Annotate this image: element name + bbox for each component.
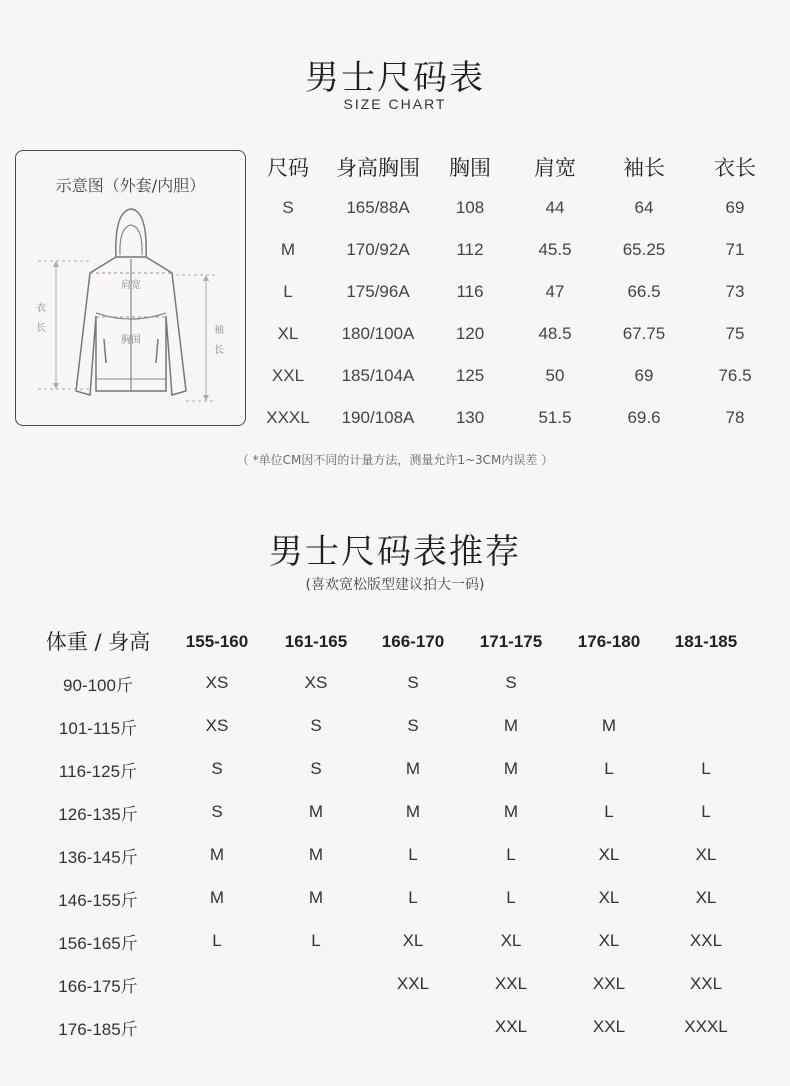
shoulder-label: 肩宽 (121, 280, 141, 291)
size-cell-chest: 108 (455, 198, 485, 217)
weight-label: 146-155斤 (58, 891, 138, 910)
height-header: 181-185 (674, 632, 738, 651)
size-cell-sleeve: 64 (634, 198, 654, 217)
length-label-1: 衣 (36, 303, 46, 314)
length-label-2: 长 (36, 323, 46, 334)
recommended-size: L (506, 845, 516, 864)
recommended-size: M (308, 802, 324, 821)
size-cell-shoulder: 48.5 (538, 324, 572, 343)
size-cell-size: XL (277, 324, 299, 343)
size-cell-height-chest: 180/100A (341, 324, 415, 343)
recommended-size: XS (205, 716, 229, 735)
recommended-size: XXL (592, 1017, 626, 1036)
recommended-size: XS (304, 673, 328, 692)
size-cell-length: 75 (725, 324, 745, 343)
header-sleeve: 袖长 (623, 156, 665, 180)
weight-label: 166-175斤 (58, 977, 138, 996)
height-header: 155-160 (185, 632, 249, 651)
recommended-size: XL (695, 888, 717, 907)
recommended-size: XXL (494, 974, 528, 993)
size-cell-chest: 125 (455, 366, 485, 385)
recommended-size: XXL (689, 931, 723, 950)
size-cell-shoulder: 50 (545, 366, 565, 385)
diagram-caption: 示意图（外套/内胆） (55, 176, 206, 195)
recommended-size: XL (402, 931, 424, 950)
recommended-size: L (311, 931, 321, 950)
weight-label: 101-115斤 (58, 719, 138, 738)
weight-label: 156-165斤 (58, 934, 138, 953)
size-chart-subtitle: SIZE CHART (343, 96, 447, 112)
corner-header: 体重 / 身高 (45, 630, 151, 654)
recommended-size: L (701, 759, 711, 778)
size-cell-chest: 130 (455, 408, 485, 427)
sleeve-label-1: 袖 (214, 325, 224, 336)
recommended-size: S (407, 673, 419, 692)
recommended-size: L (604, 802, 614, 821)
size-cell-shoulder: 51.5 (538, 408, 572, 427)
recommended-size: S (310, 759, 322, 778)
header-height-chest: 身高胸围 (336, 156, 420, 180)
size-cell-length: 73 (725, 282, 745, 301)
size-cell-height-chest: 190/108A (341, 408, 415, 427)
size-cell-sleeve: 67.75 (622, 324, 666, 343)
recommended-size: M (209, 888, 225, 907)
recommended-size: M (405, 802, 421, 821)
recommended-size: XXXL (684, 1017, 728, 1036)
size-cell-size: S (282, 198, 294, 217)
chest-label: 胸围 (121, 335, 141, 346)
height-header: 171-175 (479, 632, 543, 651)
size-cell-size: L (283, 282, 293, 301)
weight-label: 176-185斤 (58, 1020, 138, 1039)
size-cell-length: 78 (725, 408, 745, 427)
size-cell-chest: 116 (456, 282, 484, 301)
size-cell-height-chest: 170/92A (346, 240, 410, 259)
recommended-size: XS (205, 673, 229, 692)
recommended-size: XXL (396, 974, 430, 993)
size-cell-shoulder: 44 (545, 198, 565, 217)
height-header: 176-180 (577, 632, 641, 651)
recommended-size: M (503, 759, 519, 778)
size-cell-sleeve: 69 (634, 366, 654, 385)
measurement-note: （ *单位CM因不同的计量方法，测量允许1~3CM内误差 ） (236, 453, 554, 467)
recommended-size: XL (598, 931, 620, 950)
recommended-size: L (604, 759, 614, 778)
recommended-size: XXL (689, 974, 723, 993)
size-cell-length: 69 (725, 198, 745, 217)
height-header: 166-170 (381, 632, 445, 651)
size-cell-length: 76.5 (718, 366, 752, 385)
size-cell-sleeve: 69.6 (627, 408, 661, 427)
header-size: 尺码 (267, 156, 309, 180)
weight-label: 116-125斤 (58, 762, 138, 781)
recommended-size: S (211, 802, 223, 821)
recommended-size: XXL (592, 974, 626, 993)
height-header: 161-165 (284, 632, 348, 651)
header-chest: 胸围 (449, 156, 491, 180)
recommended-size: M (405, 759, 421, 778)
size-cell-shoulder: 45.5 (538, 240, 572, 259)
size-cell-height-chest: 175/96A (346, 282, 410, 301)
size-chart-title: 男士尺码表 (305, 58, 485, 98)
recommended-size: L (408, 888, 418, 907)
recommended-size: S (407, 716, 419, 735)
recommended-size: L (506, 888, 516, 907)
header-shoulder: 肩宽 (534, 156, 576, 180)
recommended-size: L (408, 845, 418, 864)
recommended-size: XXL (494, 1017, 528, 1036)
size-cell-sleeve: 66.5 (627, 282, 661, 301)
recommended-size: L (212, 931, 222, 950)
recommended-size: M (308, 845, 324, 864)
recommended-size: XL (598, 845, 620, 864)
size-cell-size: M (280, 240, 296, 259)
size-cell-size: XXL (271, 366, 305, 385)
weight-label: 126-135斤 (58, 805, 138, 824)
size-cell-length: 71 (725, 240, 745, 259)
recommended-size: M (601, 716, 617, 735)
recommendation-subtitle: (喜欢宽松版型建议拍大一码) (305, 577, 485, 593)
recommended-size: S (310, 716, 322, 735)
header-length: 衣长 (714, 156, 756, 180)
weight-label: 90-100斤 (63, 676, 133, 695)
size-cell-sleeve: 65.25 (622, 240, 666, 259)
recommendation-title: 男士尺码表推荐 (269, 532, 521, 572)
jacket-illustration (16, 151, 247, 427)
size-cell-height-chest: 185/104A (341, 366, 415, 385)
recommended-size: S (505, 673, 517, 692)
recommended-size: L (701, 802, 711, 821)
recommended-size: XL (598, 888, 620, 907)
size-cell-size: XXXL (266, 408, 310, 427)
recommended-size: M (209, 845, 225, 864)
recommended-size: XL (695, 845, 717, 864)
recommended-size: M (503, 716, 519, 735)
sleeve-label-2: 长 (214, 345, 224, 356)
size-cell-chest: 120 (455, 324, 485, 343)
recommended-size: M (503, 802, 519, 821)
garment-diagram (15, 150, 246, 426)
size-cell-height-chest: 165/88A (346, 198, 410, 217)
weight-label: 136-145斤 (58, 848, 138, 867)
size-cell-chest: 112 (456, 240, 484, 259)
recommended-size: XL (500, 931, 522, 950)
recommended-size: M (308, 888, 324, 907)
size-cell-shoulder: 47 (545, 282, 565, 301)
recommended-size: S (211, 759, 223, 778)
